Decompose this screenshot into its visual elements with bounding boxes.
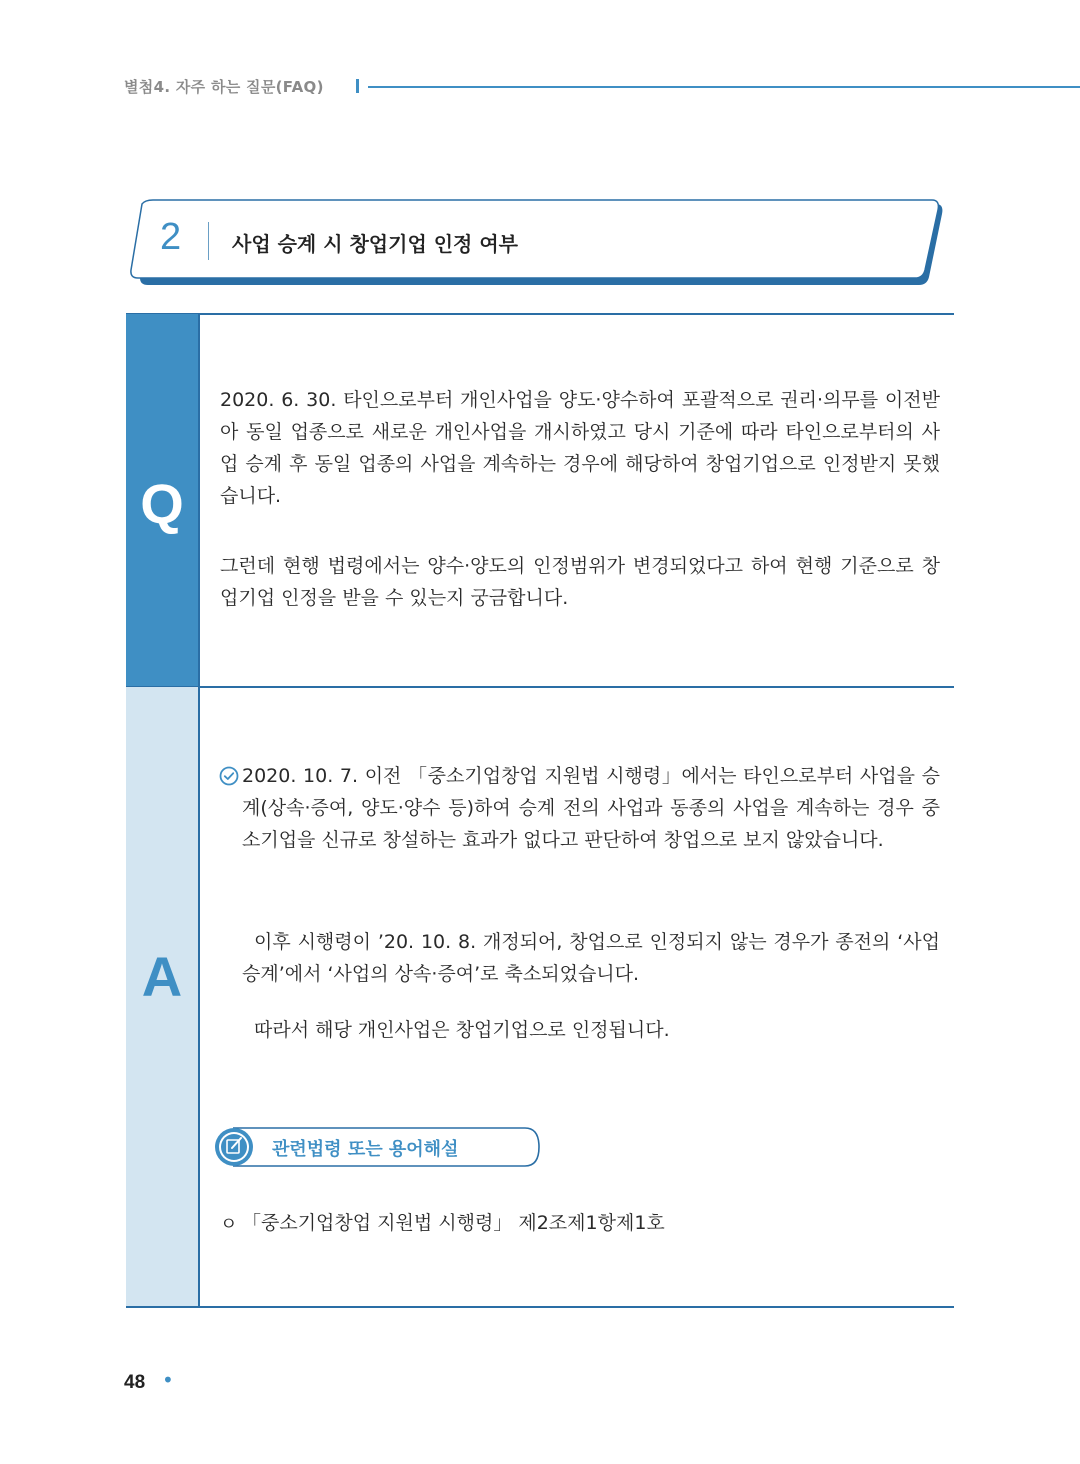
header-rule (368, 86, 1080, 88)
page-number: 48 (124, 1372, 146, 1393)
answer-letter: A (141, 945, 183, 1008)
page-dot: • (162, 1368, 174, 1392)
related-law-label: 관련법령 또는 용어해설 (272, 1139, 459, 1160)
section-number: 2 (160, 216, 182, 258)
bottom-rule (126, 1306, 954, 1308)
question-paragraph: 그런데 현행 법령에서는 양수·양도의 인정범위가 변경되었다고 하여 현행 기준으로 창업기업 인정을 받을 수 있는지 궁금합니다. (220, 555, 940, 609)
answer-paragraph: 이후 시행령이 ’20. 10. 8. 개정되어, 창업으로 인정되지 않는 경우가 종전의 ‘사업 승계’에서 ‘사업의 상속·증여’로 축소되었습니다. (242, 931, 940, 985)
check-circle-icon (219, 766, 239, 786)
law-item: 「중소기업창업 지원법 시행령」 제2조제1항제1호 (242, 1212, 665, 1234)
question-paragraph: 2020. 6. 30. 타인으로부터 개인사업을 양도·양수하여 포괄적으로 권리·의무를 이전받아 동일 업종으로 새로운 개인사업을 개시하였고 당시 기준에 따라 타인으로부터의 사업 승계 후 동일 업종의 사업을 계속하는 경우에 해당하여 창업기업으로 인정받지 못했습니다. (220, 389, 940, 507)
header-bar (356, 79, 359, 93)
answer-sidebar-border (198, 687, 200, 1307)
section-divider (208, 222, 209, 260)
question-sidebar-border (198, 314, 200, 687)
law-bullet: ㅇ (220, 1214, 238, 1235)
question-letter: Q (140, 472, 184, 535)
section-title: 사업 승계 시 창업기업 인정 여부 (232, 232, 518, 256)
running-header (124, 76, 1080, 100)
answer-paragraph: 2020. 10. 7. 이전 「중소기업창업 지원법 시행령」에서는 타인으로부터 사업을 승계(상속·증여, 양도·양수 등)하여 승계 전의 사업과 동종의 사업을 계속하는 경우 중소기업을 신규로 창설하는 효과가 없다고 판단하여 창업으로 보지 않았습니다. (242, 765, 940, 851)
answer-paragraph: 따라서 해당 개인사업은 창업기업으로 인정됩니다. (254, 1019, 670, 1041)
section-title-box (126, 198, 946, 290)
header-title: 별첨4. 자주 하는 질문(FAQ) (124, 78, 324, 96)
